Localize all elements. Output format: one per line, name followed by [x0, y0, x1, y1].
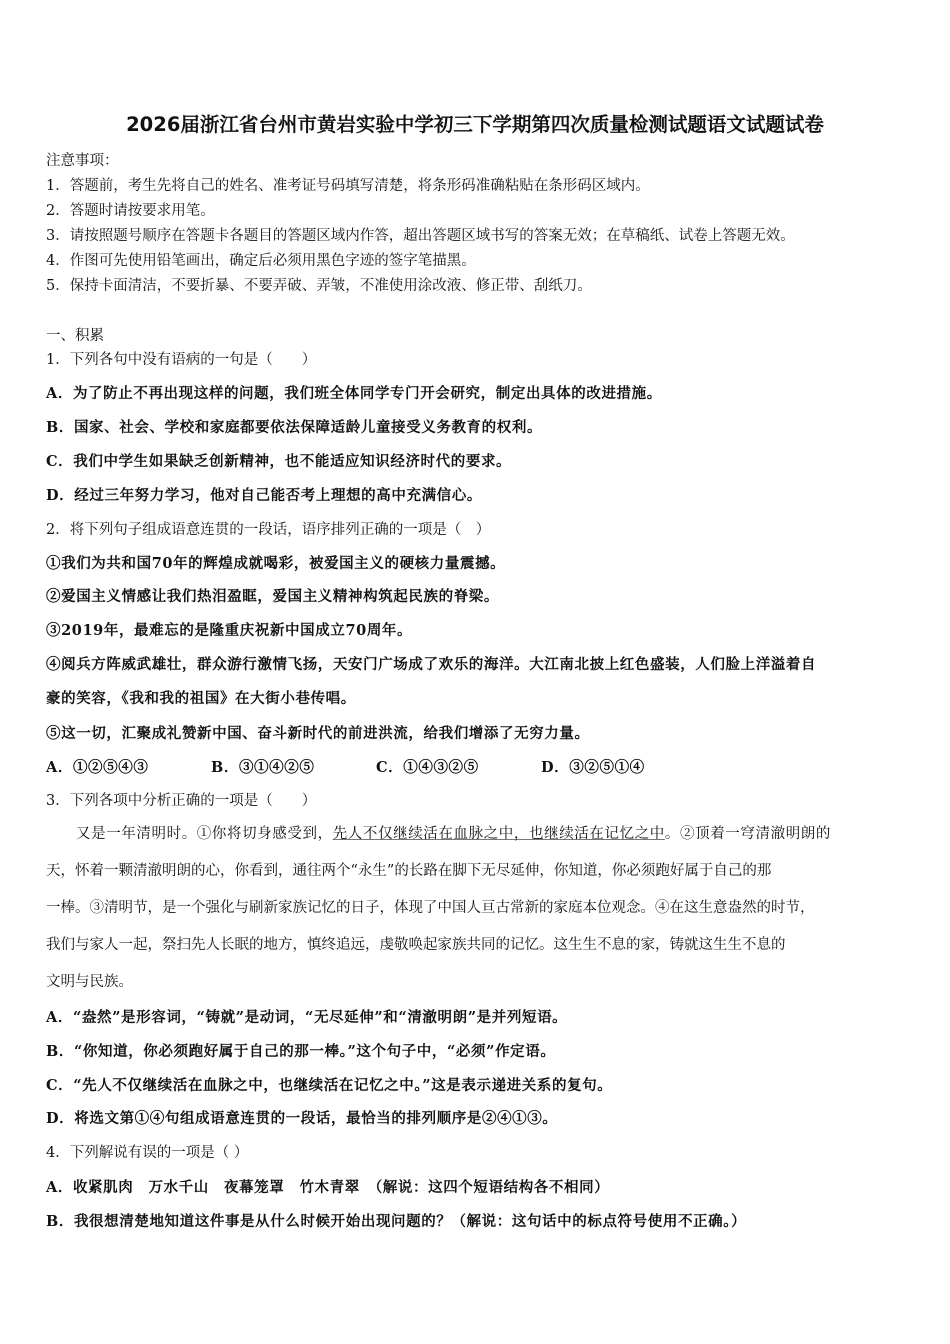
option: A．①②⑤④③	[46, 759, 149, 776]
passage-line: 文明与民族。	[46, 974, 133, 990]
notice-item: 4．作图可先使用铅笔画出，确定后必须用黑色字迹的签字笔描黑。	[46, 253, 476, 269]
sentence: ③2019年，最难忘的是隆重庆祝新中国成立70周年。	[46, 622, 413, 639]
option: B．③①④②⑤	[211, 759, 315, 776]
passage-line: 我们与家人一起，祭扫先人长眠的地方，慎终追远，虔敬唤起家族共同的记忆。这生生不息的家，铸就这生生不息的	[46, 937, 786, 953]
passage-line: 天，怀着一颗清澈明朗的心，你看到，通往两个“永生”的长路在脚下无尽延伸，你知道，你必须跑好属于自己的那	[46, 863, 772, 879]
passage-line: 又是一年清明时。①你将切身感受到，先人不仅继续活在血脉之中，也继续活在记忆之中。②顶着一穹清澈明朗的	[76, 826, 832, 842]
option: D．经过三年努力学习，他对自己能否考上理想的高中充满信心。	[46, 487, 482, 504]
sentence: ⑤这一切，汇聚成礼赞新中国、奋斗新时代的前进洪流，给我们增添了无穷力量。	[46, 725, 590, 742]
option: D．将选文第①④句组成语意连贯的一段话，最恰当的排列顺序是②④①③。	[46, 1110, 558, 1127]
question-stem: 1．下列各句中没有语病的一句是（ ）	[46, 352, 317, 368]
option: A．为了防止不再出现这样的问题，我们班全体同学专门开会研究，制定出具体的改进措施。	[46, 385, 662, 402]
question-stem: 2．将下列句子组成语意连贯的一段话，语序排列正确的一项是（ ）	[46, 522, 491, 538]
option: C．“先人不仅继续活在血脉之中，也继续活在记忆之中。”这是表示递进关系的复句。	[46, 1077, 613, 1094]
notice-item: 5．保持卡面清洁，不要折暴、不要弄破、弄皱，不准使用涂改液、修正带、刮纸刀。	[46, 278, 592, 294]
option: D．③②⑤①④	[541, 759, 645, 776]
option: B．我很想清楚地知道这件事是从什么时候开始出现问题的？（解说：这句话中的标点符号使用不正确。）	[46, 1213, 747, 1230]
page-title: 2026届浙江省台州市黄岩实验中学初三下学期第四次质量检测试题语文试题试卷	[126, 113, 824, 136]
sentence: ④阅兵方阵威武雄壮，群众游行激情飞扬，天安门广场成了欢乐的海洋。大江南北披上红色盛装，人们脸上洋溢着自	[46, 656, 817, 673]
sentence: 豪的笑容，《我和我的祖国》在大街小巷传唱。	[46, 690, 356, 707]
section-heading: 一、积累	[46, 328, 104, 344]
question-stem: 3．下列各项中分析正确的一项是（ ）	[46, 793, 317, 809]
passage-line: 一棒。③清明节，是一个强化与刷新家族记忆的日子，体现了中国人亘古常新的家庭本位观念。④在这生意盎然的时节，	[46, 900, 815, 916]
option: B．国家、社会、学校和家庭都要依法保障适龄儿童接受义务教育的权利。	[46, 419, 543, 436]
options-row	[46, 758, 706, 778]
notice-item: 1．答题前，考生先将自己的姓名、准考证号码填写清楚，将条形码准确粘贴在条形码区域内。	[46, 178, 650, 194]
option: B．“你知道，你必须跑好属于自己的那一棒。”这个句子中，“必须”作定语。	[46, 1043, 556, 1060]
sentence: ②爱国主义情感让我们热泪盈眶，爱国主义精神构筑起民族的脊梁。	[46, 588, 499, 605]
option: A．“盎然”是形容词，“铸就”是动词，“无尽延伸”和“清澈明朗”是并列短语。	[46, 1009, 568, 1026]
notice-item: 2．答题时请按要求用笔。	[46, 203, 215, 219]
option: C．①④③②⑤	[376, 759, 479, 776]
underlined-sentence: 先人不仅继续活在血脉之中，也继续活在记忆之中	[332, 826, 665, 842]
sentence: ①我们为共和国70年的辉煌成就喝彩，被爱国主义的硬核力量震撼。	[46, 555, 506, 572]
question-stem: 4．下列解说有误的一项是（ ）	[46, 1145, 249, 1161]
notice-item: 3．请按照题号顺序在答题卡各题目的答题区域内作答，超出答题区域书写的答案无效；在草稿纸、试卷上答题无效。	[46, 228, 795, 244]
option: C．我们中学生如果缺乏创新精神，也不能适应知识经济时代的要求。	[46, 453, 512, 470]
option: A．收紧肌肉 万水千山 夜幕笼罩 竹木青翠 （解说：这四个短语结构各不相同）	[46, 1179, 610, 1196]
notice-heading: 注意事项：	[46, 153, 119, 169]
